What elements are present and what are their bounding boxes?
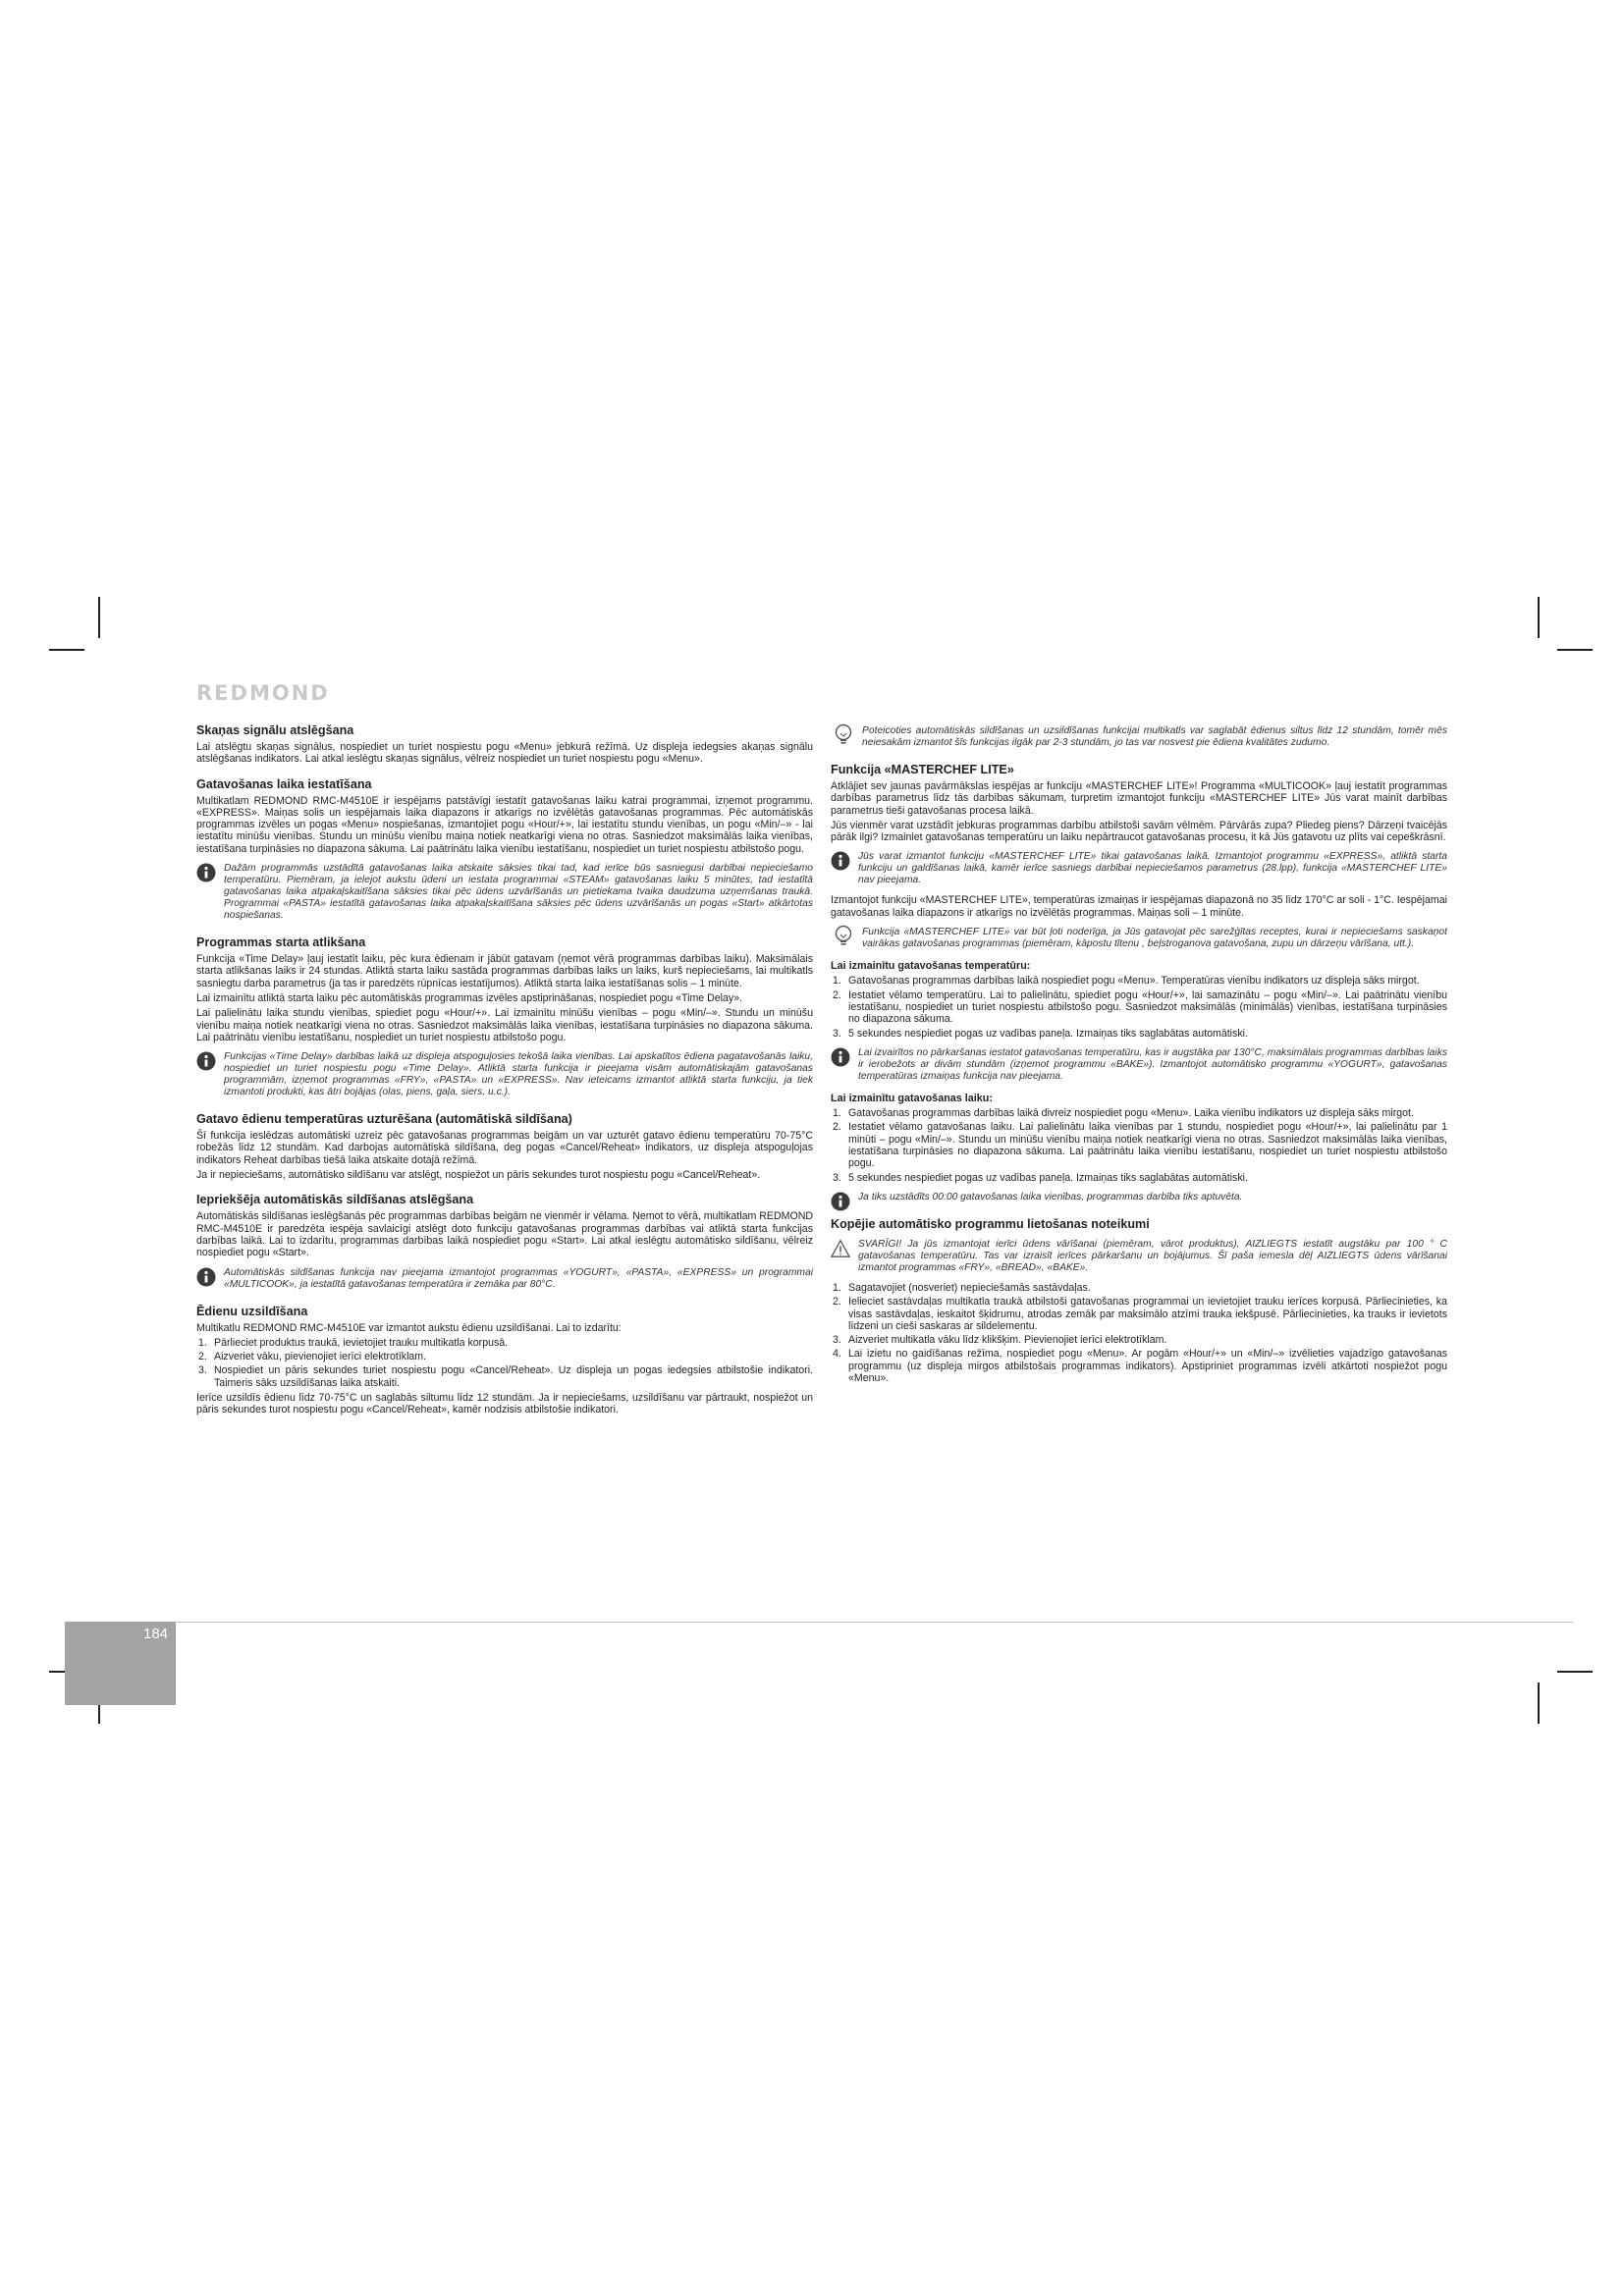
list-text: 5 sekundes nespiediet pogas uz vadības paneļa. Izmaiņas tiks saglabātas automātiski. (848, 1171, 1248, 1184)
section-title: Skaņas signālu atslēgšana (196, 723, 354, 737)
list-text: Sagatavojiet (nosveriet) nepieciešamās sastāvdaļas. (848, 1281, 1091, 1294)
list-number: 3. (198, 1364, 207, 1377)
info-note (831, 1190, 1447, 1205)
info-icon (831, 851, 850, 871)
section-title: Kopējie automātisko programmu lietošanas noteikumi (831, 1216, 1150, 1231)
info-note (831, 849, 1447, 888)
list-item (831, 1028, 1447, 1040)
left-column (196, 720, 813, 1419)
crop-mark (98, 597, 100, 638)
note-text: Poteicoties automātiskās sildīšanas un uzsildīšanas funkcijai multikatls var saglabāt ēdienus siltus līdz 12 stundām, tomēr mēs neiesakām izmantot šīs funkcijas ilgāk par 2-3 stundām, jo tas var nosvest pie ēdiena kvalitātes zudumo. (862, 725, 1447, 748)
note-text: Lai izvairītos no pārkaršanas iestatot gatavošanas temperatūru, kas ir augstāka par 130°C, maksimālais programmas darbības laiks ir ierobežots ar divām stundām (izņemot programmu «BAKE»). Izmantojot automātisko programmu «YOGURT», gatavošanas temperatūras izmaiņas funkcija nav pieejama. (858, 1046, 1447, 1082)
list-number: 1. (198, 1336, 207, 1349)
note-text: Dažām programmās uzstādītā gatavošanas laika atskaite sāksies tikai tad, kad ierīce būs sasniegusi darbībai nepieciešamo temperatūru. Piemēram, ja ielejot aukstu ūdeni un iestata programmai «STEAM» gatavošanas laiku 5 minūtes, tad iestatītā gatavošanas laika atpakaļskaitīšana sāksies tikai pēc ūdens uzvārīšanās un pietiekama tvaika daudzuma uzņemšanas traukā. Programmai «PASTA» iestatītā gatavošanas laika atpakaļskaitīšana sāksies pēc ūdens uzvārīšanās un pogas «Start» atkārtotas nospiešanas. (224, 863, 813, 922)
list-number: 2. (833, 1296, 841, 1308)
list-number: 1. (833, 1281, 841, 1294)
list-item (831, 989, 1447, 1026)
list-text: Aizveriet vāku, pievienojiet ierīci elektrotīklam. (214, 1351, 427, 1363)
paragraph: Jūs vienmēr varat uzstādīt jebkuras programmas darbību atbilstoši savām vēlmēm. Pārvārās zupa? Pliedeg piens? Dārzeņi tvaicējās pārāk ilgi? Izmainiet gatavošanas temperatūru un laiku nepārtraucot gatavošanas procesu, it kā Jūs gatavotu uz plīts vai cepeškrāsnī. (831, 819, 1447, 844)
list-number: 3. (833, 1334, 841, 1347)
paragraph: Atklājiet sev jaunas pavārmākslas iespējas ar funkciju «MASTERCHEF LITE»! Programma «MULTICOOK» ļauj iestatīt programmas darbības parametrus līdz tās darbības sākumam, turpretim izmantojot funkciju «MASTERCHEF LITE» Jūs varat mainīt darbības parametrus tieši gatavošanas procesa laikā. (831, 780, 1447, 817)
list-item (831, 1348, 1447, 1384)
list-number: 2. (833, 1121, 841, 1134)
crop-mark (49, 649, 84, 651)
footer-rule (177, 1622, 1573, 1623)
info-note (196, 1049, 813, 1100)
info-icon (196, 1051, 216, 1071)
numbered-list (831, 1107, 1447, 1184)
list-item (831, 1107, 1447, 1119)
paragraph: Funkcija «Time Delay» ļauj iestatīt laiku, pēc kura ēdienam ir jābūt gatavam (ņemot vērā programmas darbības laiku). Maksimālais starta atlikšanas laiks ir 24 stundas. Atliktā starta laiku sastāda programmas darbības laiks un laiks, kurš nepieciešams, lai multikatls sasniegtu darba parametrus (ja tas ir paredzēts rūpnīcas iestatījumos). Atliktā starta laika iestatīšanas solis – 1 minūte. (196, 953, 813, 989)
crop-mark (1557, 649, 1593, 651)
info-note (196, 1265, 813, 1293)
list-number: 3. (833, 1027, 841, 1040)
lightbulb-icon (833, 925, 854, 948)
list-item (196, 1364, 813, 1389)
list-text: Iestatiet vēlamo temperatūru. Lai to palielinātu, spiediet pogu «Hour/+», lai samazinātu – pogu «Min/–». Lai paātrinātu vienību iestatīšanu, nospiediet un turiet nospiestu atbilstošo pogu. Sasniedzot maksimālās (minimālās) vienības, iestatīšana turpināsies no diapazona sākuma. (848, 988, 1447, 1026)
list-item (831, 1282, 1447, 1294)
paragraph: Izmantojot funkciju «MASTERCHEF LITE», temperatūras izmaiņas ir iespējamas diapazonā no 35 līdz 170°C ar soli - 1°C. Iespējamai gatavošanas laika diapazons ir atkarīgs no izvēlētās programmas. Maiņas soli – 1 minūte. (831, 894, 1447, 919)
note-text: Automātiskās sildīšanas funkcija nav pieejama izmantojot programmas «YOGURT», «PASTA», «EXPRESS» un programmai «MULTICOOK», ja iestatītā gatavošanas temperatūra ir zemāka par 80°C. (224, 1266, 813, 1290)
info-icon (831, 1047, 850, 1067)
list-text: Iestatiet vēlamo gatavošanas laiku. Lai palielinātu laika vienības par 1 stundu, nospiediet pogu «Hour/+», lai palielinātu par 1 minūti – pogu «Min/–». Stundu un minūšu vienību maiņa notiek neatkarīgi viena no otras. Sasniedzot maksimālās laika vienības, iestatīšana turpināsies no diapazona sākuma. Lai paātrinātu laika vienību iestatīšanu, nospiediet un turiet nospiestu atbilstošo pogu. (848, 1121, 1447, 1170)
note-text: Funkcija «MASTERCHEF LITE» var būt ļoti noderīga, ja Jūs gatavojat pēc sarežģītas receptes, kurai ir nepieciešams saskaņot vairākas gatavošanas programmas (piemēram, kāpostu tītenu , beļstroganova gatavošana, zupu un dārzeņu vārīšana, utt.). (862, 927, 1447, 950)
list-item (831, 1172, 1447, 1184)
list-item (831, 1121, 1447, 1169)
list-number: 1. (833, 975, 841, 988)
info-note (196, 861, 813, 924)
list-item (196, 1337, 813, 1349)
right-column (831, 720, 1447, 1387)
list-text: Lai izietu no gaidīšanas režīma, nospiediet pogu «Menu». Ar pogām «Hour/+» un «Min/–» izvēlieties vajadzīgo gatavošanas programmu (uz displeja mirgos atbilstošais programmas indikators). Apstipriniet programmas izvēli atkārtoti nospiežot pogu «Menu». (848, 1348, 1447, 1385)
section-title: Programmas starta atlikšana (196, 935, 366, 950)
paragraph: Ja ir nepieciešams, automātisko sildīšanu var atslēgt, nospiežot un pāris sekundes turot nospiestu pogu «Cancel/Reheat». (196, 1169, 761, 1182)
list-item (831, 975, 1447, 987)
info-note (831, 1045, 1447, 1085)
note-text: Funkcijas «Time Delay» darbības laikā uz displeja atspoguļosies tekošā laika vienības. Lai apskatītos ēdiena pagatavošanās laiku, nospiediet un turiet nospiestu pogu «Time Delay». Atliktā starta funkcija ir pieejama visām automātiskajām gatavošanas programmām, izņemot programmas «FRY», «PASTA» un «EXPRESS». Nav ieteicams izmantot atliktā starta funkciju, ja tiek izmantoti produkti, kas ātri bojājas (olas, piens, gaļa, siers, u.c.). (224, 1051, 813, 1098)
list-number: 2. (833, 988, 841, 1001)
list-text: 5 sekundes nespiediet pogas uz vadības paneļa. Izmaiņas tiks saglabātas automātiski. (848, 1027, 1248, 1040)
list-number: 3. (833, 1171, 841, 1184)
section-title: Gatavošanas laika iestatīšana (196, 776, 372, 791)
lightbulb-icon (833, 723, 854, 747)
crop-mark (1557, 1671, 1593, 1673)
paragraph: Multikatlam REDMOND RMC-M4510E ir iespējams patstāvīgi iestatīt gatavošanas laiku katrai programmai, izņemot programmu. «EXPRESS». Maiņas solis un iespējamais laika diapazons ir atkarīgs no izvēlētās gatavošanas programmas. Pēc automātiskās programmas izvēles un pogas «Menu» nospiešanas, izmantojiet pogu «Hour/+», lai iestatītu stundu vienības, un pogu «Min/–» - lai iestatītu minūšu vienības. Stundu un minūšu vienību maiņa notiek neatkarīgi viena no otras. Sasniedzot maksimālās laika vienības, iestatīšana turpināsies no diapazona sākuma. Lai paātrinātu laika vienību iestatīšanu, nospiediet un turiet nospiestu atbilstošo pogu. (196, 794, 813, 855)
list-text: Pārlieciet produktus traukā, ievietojiet trauku multikatla korpusā. (214, 1336, 509, 1349)
note-text: Ja tiks uzstādīts 00:00 gatavošanas laika vienības, programmas darbība tiks aptuvēta. (858, 1191, 1243, 1202)
list-text: Nospiediet un pāris sekundes turiet nospiestu pogu «Cancel/Reheat». Uz displeja un pogas iedegsies atbilstošie indikatori. Taimeris sāks uzsildīšanas laika atskaiti. (214, 1364, 813, 1389)
brand-logo: REDMOND (196, 681, 330, 705)
numbered-list (831, 975, 1447, 1039)
warning-icon (831, 1239, 850, 1258)
list-item (196, 1351, 813, 1362)
paragraph: Lai izmainītu atliktā starta laiku pēc automātiskās programmas izvēles apstiprināšanas, nospiediet pogu «Time Delay». (196, 991, 743, 1004)
subsection-title: Lai izmainītu gatavošanas laiku: (831, 1092, 994, 1104)
paragraph: Lai atslēgtu skaņas signālus, nospiediet un turiet nospiestu pogu «Menu» jebkurā režīmā. Uz displeja iedegsies akaņas signālu atslēgšanas indikators. Lai atkal ieslēgtu skaņas signālus, vēlreiz nospiediet un turiet nospiestu pogu «Menu». (196, 741, 813, 766)
section-title: Iepriekšēja automātiskās sildīšanas atslēgšana (196, 1193, 474, 1207)
section-title: Funkcija «MASTERCHEF LITE» (831, 763, 1014, 776)
paragraph: Lai palielinātu laika stundu vienības, spiediet pogu «Hour/+». Lai izmainītu minūšu vienības – pogu «Min/–». Stundu un minūšu vienību maiņa notiek neatkarīgi viena no otras. Sasniedzot maksimālās laika vienības, iestatīšana turpināsies no diapazona sākuma. Lai paātrinātu vienību iestatīšanu, nospiediet un turiet nospiestu atbilstošo pogu. (196, 1007, 813, 1043)
numbered-list (831, 1282, 1447, 1384)
info-icon (831, 1192, 850, 1211)
warning-note (831, 1237, 1447, 1276)
list-text: Aizveriet multikatla vāku līdz klikšķim. Pievienojiet ierīci elektrotīklam. (848, 1334, 1167, 1347)
paragraph: Automātiskās sildīšanas ieslēgšanās pēc programmas darbības beigām ne vienmēr ir vēlama. Ņemot to vērā, multikatlam REDMOND RMC-M4510E ir paredzēta iespēja savlaicīgi atslēgt doto funkciju gatavošanas programmas darbības vai atliktā starta funkcijas darbības laikā. Lai to izdarītu, programmas darbības laikā nospiediet pogu «Start». Lai atkal ieslēgtu automātisko sildīšanu, vēlreiz nospiediet pogu «Start». (196, 1210, 813, 1259)
list-item (831, 1296, 1447, 1332)
subsection-title: Lai izmainītu gatavošanas temperatūru: (831, 960, 1031, 973)
list-text: Ielieciet sastāvdaļas multikatla traukā atbilstoši gatavošanas programmai un ievietojiet trauku ierīces korpusā. Pārliecinieties, ka visas sastāvdaļas, ieskaitot šķidrumu, atrodas zemāk par maksimālo atzīmi trauka iekšpusē. Pārliecinieties, ka trauks ir ievietots līdzeni un cieši saskaras ar sildelementu. (848, 1296, 1447, 1332)
tip-note (831, 723, 1447, 751)
list-text: Gatavošanas programmas darbības laikā nospiediet pogu «Menu». Temperatūras vienību indikators uz displeja sāks mirgot. (848, 975, 1420, 988)
tip-note (831, 925, 1447, 952)
page-number: 184 (143, 1626, 169, 1642)
numbered-list (196, 1337, 813, 1389)
paragraph: Šī funkcija ieslēdzas automātiski uzreiz pēc gatavošanas programmas beigām un var uzturēt gatavo ēdienu temperatūru 70-75°C robežās līdz 12 stundām. Kad darbojas automātiskā sildīšana, deg pogas «Cancel/Reheat» indikators, uz displeja atspoguļojas indikators Reheat darbības tiešā laika atskaite dotajā režīmā. (196, 1130, 813, 1166)
list-number: 4. (833, 1348, 841, 1361)
section-title: Gatavo ēdienu temperatūras uzturēšana (automātiskā sildīšana) (196, 1112, 572, 1127)
list-number: 2. (198, 1351, 207, 1363)
note-text: SVARĪGI! Ja jūs izmantojat ierīci ūdens vārīšanai (piemēram, vārot produktus), AIZLIEGTS iestatīt augstāku par 100 ° C gatavošanas temperatūru. Tas var izraisīt ierīces pārkaršanu un bojājumus. Šī paša iemesla dēļ AIZLIEGTS ūdens vārīšanai izmantot programmas «FRY», «BREAD», «BAKE». (858, 1238, 1447, 1273)
list-number: 1. (833, 1107, 841, 1120)
crop-mark (1538, 1682, 1540, 1724)
info-icon (196, 863, 216, 882)
info-icon (196, 1267, 216, 1287)
list-text: Gatavošanas programmas darbības laikā divreiz nospiediet pogu «Menu». Laika vienību indikators uz displeja sāks mirgot. (848, 1107, 1414, 1120)
crop-mark (1538, 597, 1540, 638)
note-text: Jūs varat izmantot funkciju «MASTERCHEF LITE» tikai gatavošanas laikā. Izmantojot programmu «EXPRESS», atliktā starta funkciju un galdīšanas laikā, kamēr ierīce sasniegs darbībai nepieciešamos parametrus (28.lpp), funkcija «MASTERCHEF LITE» nav pieejama. (858, 851, 1447, 886)
paragraph: Ierīce uzsildīs ēdienu līdz 70-75°C un saglabās siltumu līdz 12 stundām. Ja ir nepieciešams, uzsildīšanu var pārtraukt, nospiežot un pāris sekundes turot nospiestu pogu «Cancel/Reheat», kamēr nodzisis atbilstošie indikatori. (196, 1392, 813, 1416)
list-item (831, 1334, 1447, 1346)
section-title: Ēdienu uzsildīšana (196, 1304, 308, 1318)
paragraph: Multikatlu REDMOND RMC-M4510E var izmantot aukstu ēdienu uzsildīšanai. Lai to izdarītu: (196, 1321, 622, 1334)
